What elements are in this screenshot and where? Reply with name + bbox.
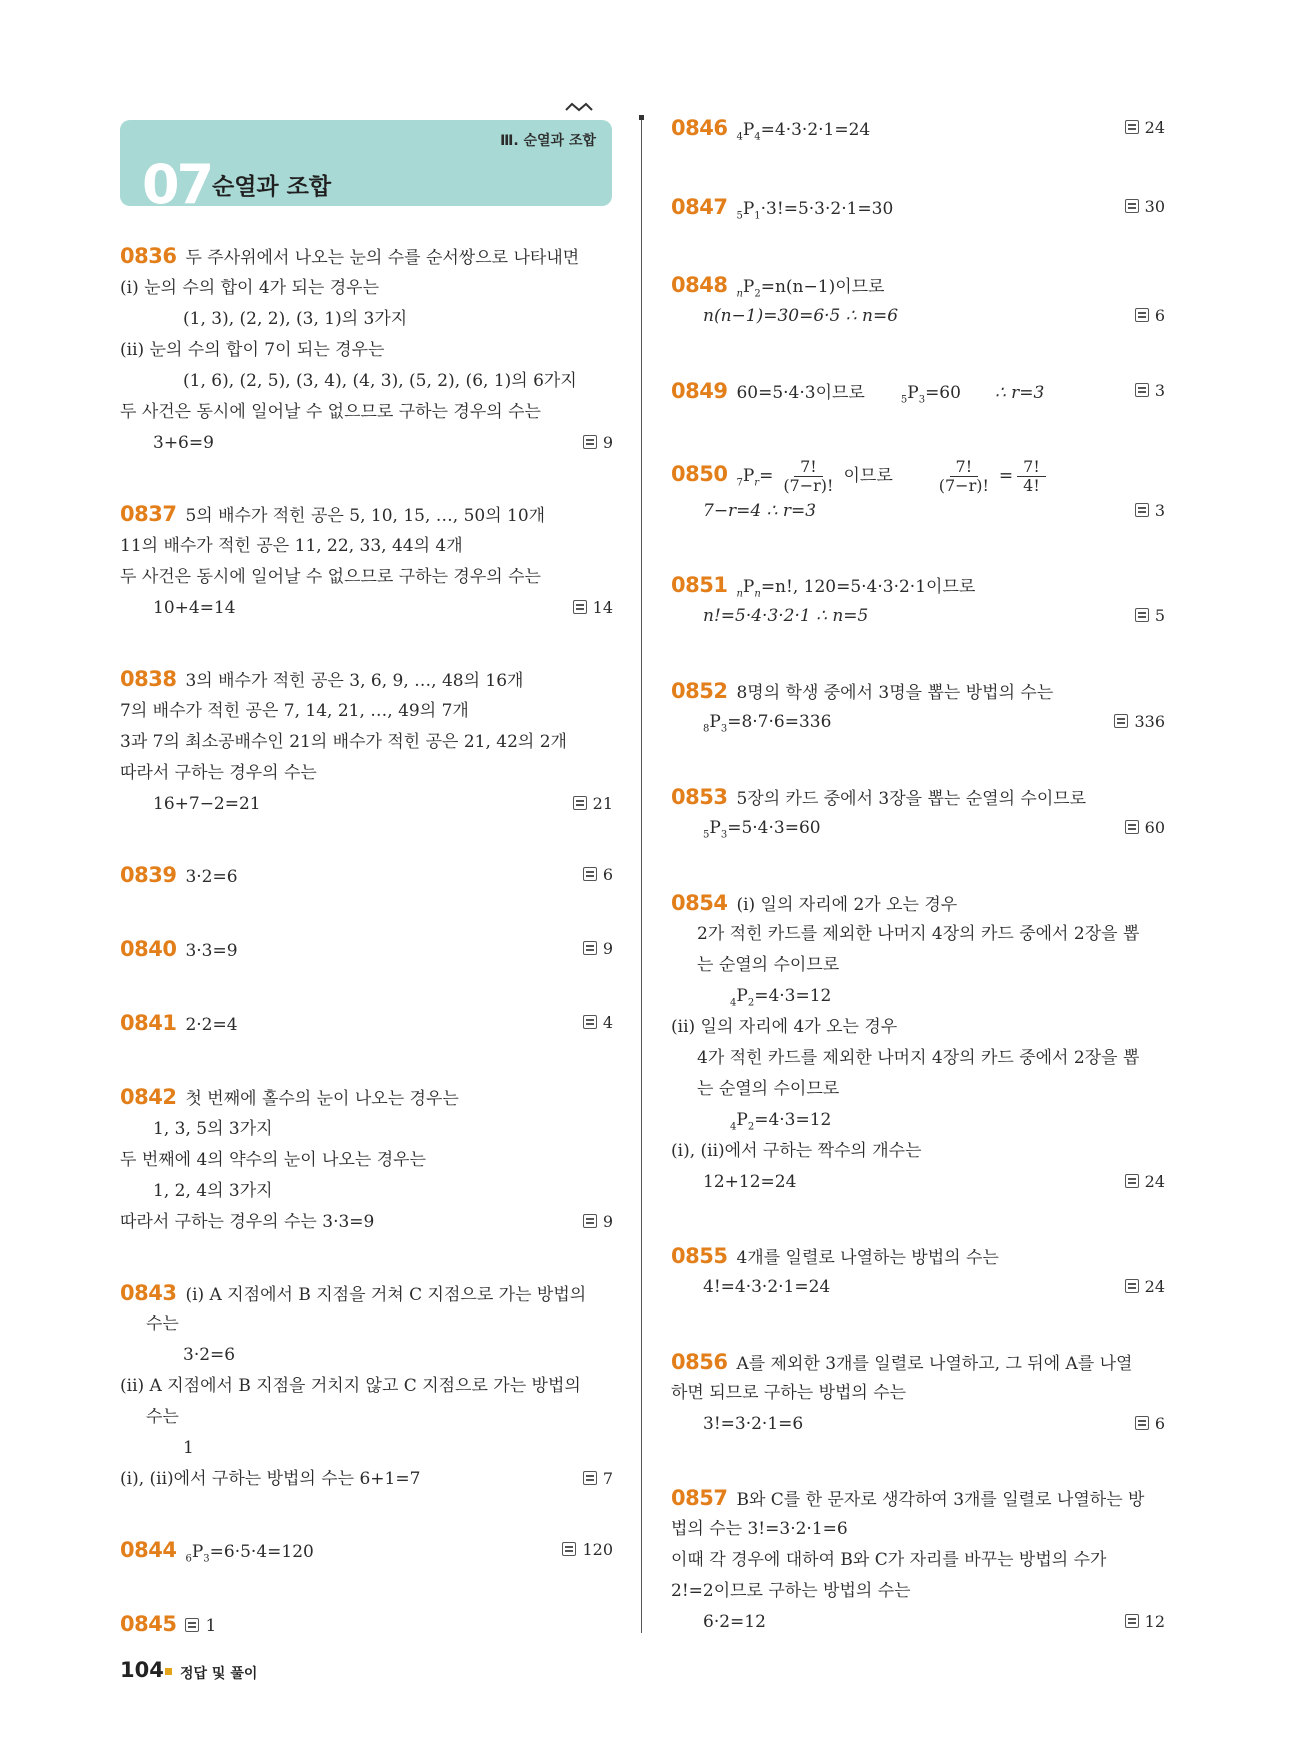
answer-value: 120: [582, 1540, 613, 1559]
solution-math: 3!=3·2·1=6: [703, 1414, 804, 1434]
answer-value: 21: [592, 794, 613, 813]
fraction: [1017, 458, 1046, 495]
answer-value: 9: [602, 939, 613, 958]
answer-value: 12: [1144, 1612, 1165, 1631]
answer-icon: [1125, 1614, 1139, 1628]
answer-value: 4: [602, 1013, 613, 1032]
answer-value: 24: [1144, 1277, 1165, 1296]
perm-r: 4: [754, 131, 761, 143]
perm-n: 4: [736, 131, 743, 143]
answer-value: 24: [1144, 118, 1165, 137]
problem-number: 0857: [671, 1486, 728, 1510]
answer-value: 30: [1144, 197, 1165, 216]
problem-0839-line1: [120, 864, 238, 888]
answer-value: 24: [1144, 1172, 1165, 1191]
answer-badge: [1125, 196, 1165, 218]
solution-text: 두 사건은 동시에 일어날 수 없으므로 구하는 경우의 수는: [120, 402, 541, 422]
problem-number: 0846: [671, 116, 728, 140]
denominator: 4!: [1023, 476, 1040, 495]
problem-0844-line1: [120, 1539, 314, 1570]
solution-math: 60=5·4·3이므로: [736, 383, 865, 403]
problem-0837-line1: [120, 503, 545, 527]
solution-math: =n!, 120=5·4·3·2·1이므로: [760, 577, 976, 597]
answer-icon: [1125, 1279, 1139, 1293]
answer-icon: [1135, 503, 1149, 517]
solution-text: 4가 적힌 카드를 제외한 나머지 4장의 카드 중에서 2장을 뽑: [697, 1048, 1140, 1068]
solution-text: (i), (ii)에서 구하는 짝수의 개수는: [671, 1141, 922, 1161]
answer-icon: [562, 1542, 576, 1556]
solution-text: 수는: [146, 1314, 179, 1334]
answer-badge: [1135, 605, 1165, 627]
problem-0846-line1: 0846 $_4P_4=4\cdot 3\cdot 2\cdot 1=24$: [671, 116, 871, 143]
perm-r: 2: [747, 997, 755, 1009]
answer-icon: [1125, 120, 1139, 134]
answer-badge: [1125, 1276, 1165, 1298]
fraction: [777, 458, 839, 495]
answer-badge: [583, 938, 613, 960]
problem-number: 0848: [671, 273, 728, 297]
problem-0841-line1: [120, 1012, 238, 1036]
chevron-up-icon: [565, 101, 593, 115]
answer-badge: [1135, 305, 1165, 327]
perm-n: 7: [736, 477, 743, 489]
answer-value: 9: [602, 1212, 613, 1231]
chapter-header: [120, 120, 612, 216]
perm-n: 4: [730, 997, 737, 1009]
problem-number: 0838: [120, 667, 177, 691]
problem-number: 0849: [671, 379, 728, 403]
problem-0847-line1: 0847 $_5P_1\cdot 3!=5\cdot 3\cdot 2\cdot 1=30$: [671, 195, 894, 222]
solution-text: (ii) 일의 자리에 4가 오는 경우: [671, 1017, 898, 1037]
solution-math-line: $_4P_2=4\cdot 3=12$: [730, 1110, 832, 1133]
answer-badge: [562, 1539, 613, 1561]
problem-number: 0853: [671, 785, 728, 809]
solution-text: 첫 번째에 홀수의 눈이 나오는 경우는: [185, 1089, 459, 1109]
footer-label: 정답 및 풀이: [180, 1666, 258, 1682]
answer-badge: [1125, 1171, 1165, 1193]
problem-number: 0851: [671, 573, 728, 597]
page-number: 104: [120, 1658, 164, 1682]
answer-badge: [1135, 380, 1165, 402]
solution-text: 두 번째에 4의 약수의 눈이 나오는 경우는: [120, 1150, 426, 1170]
solution-text: A를 제외한 3개를 일렬로 나열하고, 그 뒤에 A를 나열: [736, 1354, 1133, 1374]
answer-value: 5: [1154, 606, 1165, 625]
solution-text: 하면 되므로 구하는 방법의 수는: [671, 1383, 907, 1403]
solution-text: 4개를 일렬로 나열하는 방법의 수는: [736, 1248, 999, 1268]
answer-icon: [1125, 1174, 1139, 1188]
perm-n: 6: [185, 1553, 192, 1565]
solution-text: 수는: [146, 1407, 179, 1427]
problem-number: 0836: [120, 244, 177, 268]
answer-value: 1: [205, 1616, 217, 1636]
perm-r: 3: [203, 1553, 210, 1565]
fraction: [933, 458, 995, 495]
solution-math: 1: [183, 1438, 194, 1458]
solution-math: 12+12=24: [703, 1172, 797, 1192]
problem-number: 0843: [120, 1281, 177, 1305]
solution-text: 1, 3, 5의 3가지: [153, 1119, 273, 1139]
answer-icon: [1135, 608, 1149, 622]
problem-0840-line1: [120, 938, 238, 962]
solution-math: 4!=4·3·2·1=24: [703, 1277, 831, 1297]
solution-math: 3·2=6: [183, 1345, 236, 1365]
footer-square-icon: [165, 1668, 172, 1675]
answer-icon: [1135, 1416, 1149, 1430]
solution-text: 이때 각 경우에 대하여 B와 C가 자리를 바꾸는 방법의 수가: [671, 1550, 1107, 1570]
problem-number: 0852: [671, 679, 728, 703]
perm-r: 2: [754, 288, 761, 300]
solution-math: 16+7−2=21: [153, 794, 261, 814]
problem-number: 0842: [120, 1085, 177, 1109]
perm-n: 8: [703, 723, 710, 735]
answer-value: 9: [602, 433, 613, 452]
answer-badge: [1125, 1611, 1165, 1633]
answer-icon: [583, 867, 597, 881]
perm-n: 5: [736, 210, 743, 222]
problem-number: 0840: [120, 937, 177, 961]
answer-badge: [1135, 1413, 1165, 1435]
problem-number: 0854: [671, 891, 728, 915]
solution-math: =6·5·4=120: [209, 1542, 314, 1562]
answer-icon: [573, 600, 587, 614]
answer-icon: [185, 1618, 199, 1632]
problem-number: 0856: [671, 1350, 728, 1374]
solution-text: 이므로: [843, 466, 893, 486]
answer-value: 6: [602, 865, 613, 884]
problem-0855-line1: [671, 1245, 999, 1269]
solution-math-line: $_4P_2=4\cdot 3=12$: [730, 986, 832, 1009]
solution-math: 6·2=12: [703, 1612, 766, 1632]
answer-value: 6: [1154, 1414, 1165, 1433]
problem-number: 0839: [120, 863, 177, 887]
perm-symbol: P: [191, 1542, 204, 1562]
problem-0850-line1: 0850 $_7P_r=$ $\frac{7!}{(7-r)!}$ 이므로 $\frac{7!}{(7-r)!}$ = $\frac{7!}{4!}$: [671, 452, 1050, 505]
solution-math-line: $_5P_3=5\cdot 4\cdot 3=60$: [703, 818, 821, 841]
answer-badge: [583, 432, 613, 454]
solution-text: 법의 수는 3!=3·2·1=6: [671, 1519, 848, 1539]
perm-n: 5: [900, 394, 908, 406]
solution-math: ∴ r=3: [994, 383, 1045, 403]
solution-text: 2가 적힌 카드를 제외한 나머지 4장의 카드 중에서 2장을 뽑: [697, 924, 1140, 944]
chapter-title: 순열과 조합: [212, 174, 332, 200]
solution-math: =60: [925, 383, 961, 403]
perm-r: 2: [747, 1121, 755, 1133]
numerator: 7!: [1017, 458, 1046, 477]
perm-r: 3: [720, 829, 728, 841]
answer-icon: [1125, 199, 1139, 213]
solution-math: =8·7·6=336: [727, 712, 832, 732]
perm-r: 3: [918, 394, 926, 406]
answer-icon: [1135, 383, 1149, 397]
solution-math: =4·3=12: [754, 1110, 832, 1130]
chapter-number: 07: [142, 153, 212, 216]
solution-text: 따라서 구하는 경우의 수는 3·3=9: [120, 1212, 375, 1232]
solution-math: =n(n−1)이므로: [760, 277, 885, 297]
answer-value: 336: [1134, 712, 1165, 731]
problem-number: 0845: [120, 1612, 177, 1636]
solution-math: =4·3=12: [754, 986, 832, 1006]
answer-badge: [1125, 117, 1165, 139]
answer-icon: [1135, 308, 1149, 322]
answer-icon: [1125, 820, 1139, 834]
solution-math: 2·2=4: [185, 1015, 238, 1035]
solution-math: =4·3·2·1=24: [760, 120, 871, 140]
answer-badge: [573, 597, 613, 619]
solution-text: (ii) A 지점에서 B 지점을 거치지 않고 C 지점으로 가는 방법의: [120, 1376, 581, 1396]
solution-math: 3+6=9: [153, 433, 214, 453]
problem-0845-line1: [120, 1613, 216, 1637]
solution-text: 두 주사위에서 나오는 눈의 수를 순서쌍으로 나타내면: [185, 248, 580, 268]
solution-text: (i) 눈의 수의 합이 4가 되는 경우는: [120, 278, 380, 298]
solution-math: 7−r=4 ∴ r=3: [703, 501, 817, 521]
answer-icon: [583, 1214, 597, 1228]
perm-n: n: [736, 588, 743, 600]
solution-math: n!=5·4·3·2·1 ∴ n=5: [703, 606, 869, 626]
answer-value: 60: [1144, 818, 1165, 837]
divider-dot: [639, 115, 644, 120]
solution-text: (i) A 지점에서 B 지점을 거쳐 C 지점으로 가는 방법의: [185, 1285, 587, 1305]
perm-r: 1: [754, 210, 761, 222]
problem-0842-line1: [120, 1086, 459, 1110]
perm-n: 5: [703, 829, 710, 841]
answer-icon: [1114, 714, 1128, 728]
perm-n: n: [736, 288, 743, 300]
solution-text: 5의 배수가 적힌 공은 5, 10, 15, …, 50의 10개: [185, 506, 546, 526]
chapter-tag: Ⅲ. 순열과 조합: [500, 133, 596, 149]
solution-math: =5·4·3=60: [727, 818, 821, 838]
solution-text: (1, 6), (2, 5), (3, 4), (4, 3), (5, 2), (6, 1)의 6가지: [183, 371, 577, 391]
answer-badge: [583, 1012, 613, 1034]
problem-0854-line1: [671, 892, 957, 916]
problem-0852-line1: [671, 680, 1053, 704]
solution-text: 3과 7의 최소공배수인 21의 배수가 적힌 공은 21, 42의 2개: [120, 732, 567, 752]
answer-badge: [1114, 711, 1165, 733]
solution-text: (1, 3), (2, 2), (3, 1)의 3가지: [183, 309, 408, 329]
solution-text: 두 사건은 동시에 일어날 수 없으므로 구하는 경우의 수는: [120, 567, 541, 587]
problem-0851-line1: 0851 $_nP_n=n$!, 120=5·4·3·2·1이므로: [671, 573, 976, 600]
problem-0843-line1: [120, 1282, 586, 1306]
problem-number: 0855: [671, 1244, 728, 1268]
denominator: (7−r)!: [938, 476, 989, 495]
perm-n: 4: [730, 1121, 737, 1133]
solution-text: 7의 배수가 적힌 공은 7, 14, 21, …, 49의 7개: [120, 701, 469, 721]
solution-math: =: [759, 466, 774, 486]
answer-icon: [573, 796, 587, 810]
answer-icon: [583, 1471, 597, 1485]
problem-0857-line1: [671, 1487, 1144, 1511]
answer-badge: [583, 864, 613, 886]
answer-icon: [583, 1015, 597, 1029]
problem-number: 0837: [120, 502, 177, 526]
problem-number: 0844: [120, 1538, 177, 1562]
answer-value: 3: [1154, 501, 1165, 520]
numerator: 7!: [794, 458, 823, 477]
solution-math: n(n−1)=30=6·5 ∴ n=6: [703, 306, 899, 326]
solution-math: 10+4=14: [153, 598, 236, 618]
answer-value: 7: [602, 1469, 613, 1488]
solution-text: 2!=2이므로 구하는 방법의 수는: [671, 1581, 911, 1601]
solution-text: 따라서 구하는 경우의 수는: [120, 763, 317, 783]
answer-badge: [573, 793, 613, 815]
solution-text: 는 순열의 수이므로: [697, 1079, 840, 1099]
solution-text: (ii) 눈의 수의 합이 7이 되는 경우는: [120, 340, 385, 360]
answer-value: 14: [592, 598, 613, 617]
solution-text: 1, 2, 4의 3가지: [153, 1181, 273, 1201]
answer-badge: [583, 1468, 613, 1490]
problem-0848-line1: 0848 $_nP_2=n(n-1)$이므로: [671, 273, 885, 300]
problem-0838-line1: [120, 668, 523, 692]
perm-r: r: [754, 477, 760, 489]
problem-0856-line1: [671, 1351, 1132, 1375]
answer-icon: [583, 941, 597, 955]
solution-text: 11의 배수가 적힌 공은 11, 22, 33, 44의 4개: [120, 536, 463, 556]
denominator: (7−r)!: [783, 476, 834, 495]
problem-0836-line1: [120, 245, 579, 269]
solution-math: =: [998, 466, 1014, 486]
solution-math: ·3!=5·3·2·1=30: [760, 199, 894, 219]
problem-0849-line1: 0849 60=5·4·3이므로 $_5P_3=60$ ∴ r=3: [671, 379, 1045, 406]
answer-value: 3: [1154, 381, 1165, 400]
solution-math-line: $_8P_3=8\cdot 7\cdot 6=336$: [703, 712, 832, 735]
answer-icon: [583, 435, 597, 449]
answer-value: 6: [1154, 306, 1165, 325]
solution-text: 5장의 카드 중에서 3장을 뽑는 순열의 수이므로: [736, 789, 1087, 809]
solution-text: 3의 배수가 적힌 공은 3, 6, 9, …, 48의 16개: [185, 671, 524, 691]
solution-text: B와 C를 한 문자로 생각하여 3개를 일렬로 나열하는 방: [736, 1490, 1145, 1510]
solution-text: (i) 일의 자리에 2가 오는 경우: [736, 895, 958, 915]
solution-math: 3·2=6: [185, 867, 238, 887]
solution-text: 는 순열의 수이므로: [697, 955, 840, 975]
solution-text: 8명의 학생 중에서 3명을 뽑는 방법의 수는: [736, 683, 1054, 703]
numerator: 7!: [950, 458, 979, 477]
answer-badge: [1135, 500, 1165, 522]
solution-math: 3·3=9: [185, 941, 238, 961]
answer-badge: [583, 1211, 613, 1233]
solution-text: (i), (ii)에서 구하는 방법의 수는 6+1=7: [120, 1469, 421, 1489]
answer-badge: [1125, 817, 1165, 839]
column-divider: [641, 115, 642, 1633]
problem-number: 0850: [671, 462, 728, 486]
perm-r: 3: [720, 723, 728, 735]
perm-r: n: [754, 588, 761, 600]
problem-0853-line1: [671, 786, 1086, 810]
problem-number: 0841: [120, 1011, 177, 1035]
problem-number: 0847: [671, 195, 728, 219]
